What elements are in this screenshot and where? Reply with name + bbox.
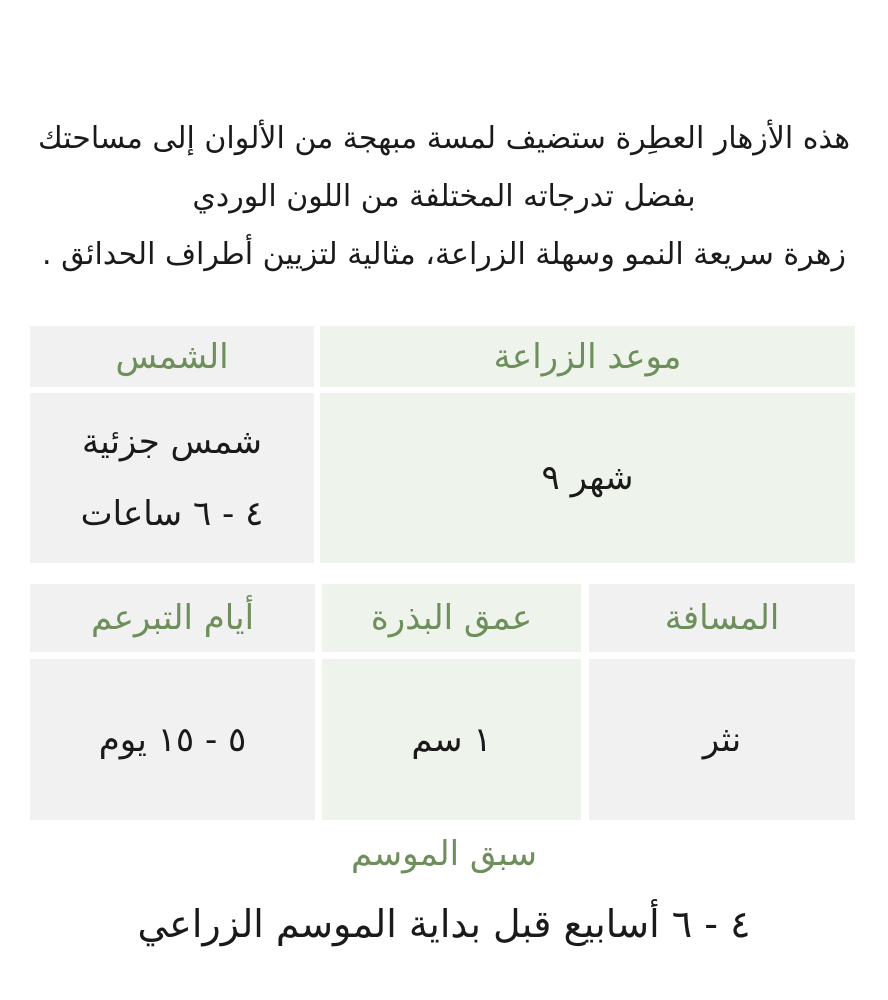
season-lead-label: سبق الموسم <box>350 834 538 874</box>
sun-hours-text: ٤ - ٦ ساعات <box>80 494 264 534</box>
seed-depth-value: ١ سم <box>322 659 581 820</box>
description-line-3: زهرة سريعة النمو وسهلة الزراعة، مثالية لتزيين أطراف الحدائق . <box>42 237 846 272</box>
description-line-2: بفضل تدرجاته المختلفة من اللون الوردي <box>192 179 696 214</box>
seed-depth-header: عمق البذرة <box>322 584 581 652</box>
sun-exposure-text: شمس جزئية <box>81 422 263 462</box>
spacing-header: المسافة <box>589 584 855 652</box>
sun-header: الشمس <box>30 326 314 387</box>
description-line-1: هذه الأزهار العطِرة ستضيف لمسة مبهجة من الألوان إلى مساحتك <box>37 121 851 156</box>
sun-value <box>30 393 314 563</box>
planting-time-header: موعد الزراعة <box>320 326 855 387</box>
germination-header: أيام التبرعم <box>30 584 315 652</box>
season-lead-value: ٤ - ٦ أسابيع قبل بداية الموسم الزراعي <box>137 902 751 946</box>
product-description <box>0 110 888 284</box>
spacing-value: نثر <box>589 659 855 820</box>
planting-time-value: شهر ٩ <box>320 393 855 563</box>
germination-value: ٥ - ١٥ يوم <box>30 659 315 820</box>
